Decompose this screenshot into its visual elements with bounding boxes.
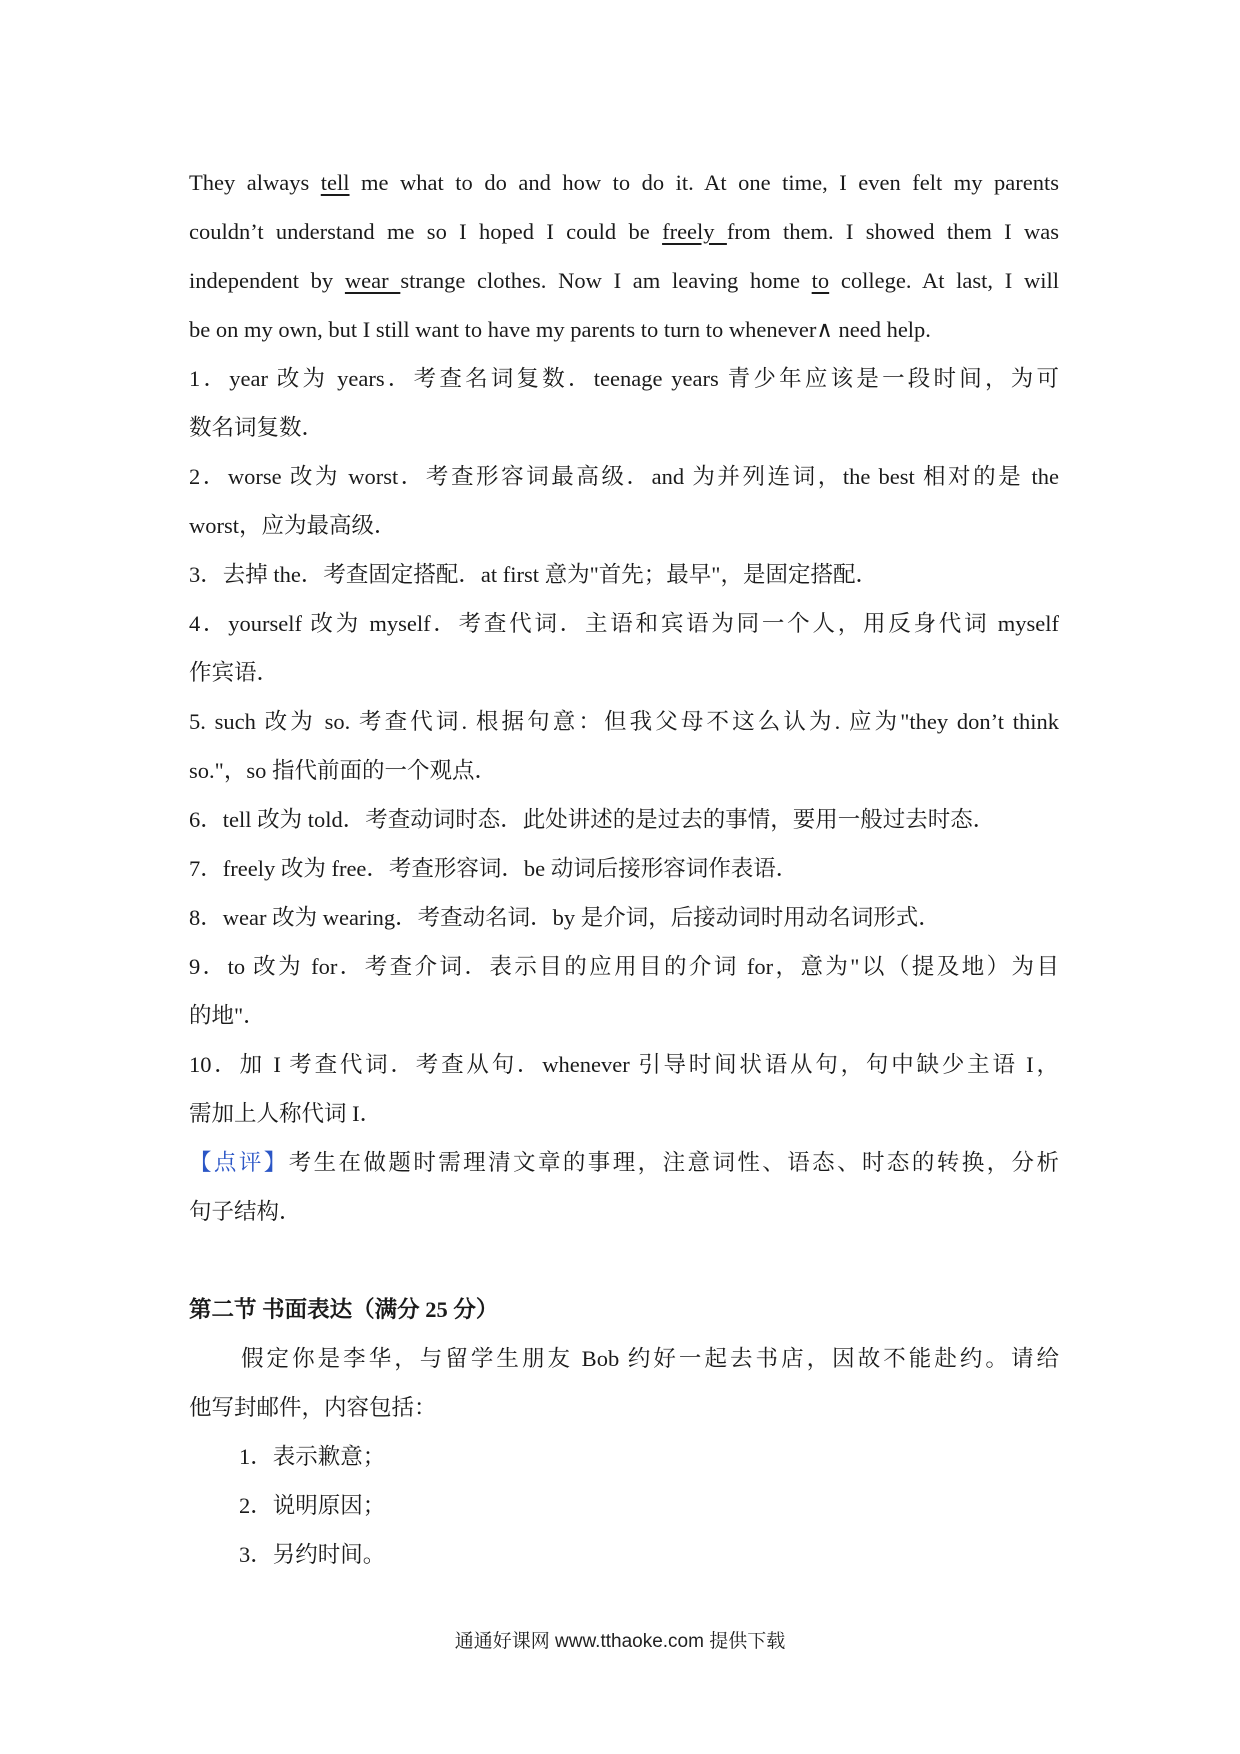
- answer-line: 需加上人称代词 I．: [189, 1101, 383, 1126]
- answer-line: 6．tell 改为 told．考查动词时态．此处讲述的是过去的事情，要用一般过去时态．: [189, 807, 996, 832]
- answer-line: 的地"．: [189, 1003, 266, 1028]
- answer-line: 9．to 改为 for．考查介词．表示目的应用目的介词 for，意为"以（提及地）为目: [189, 954, 1059, 979]
- answer-line: 1．year 改为 years．考查名词复数．teenage years 青少年应该是一段时间，为可: [189, 366, 1059, 391]
- error-word-to: to: [811, 268, 830, 293]
- answer-line: 5. such 改为 so. 考查代词. 根据句意：但我父母不这么认为. 应为"they don’t think: [189, 709, 1059, 734]
- document-body: [189, 158, 1059, 1579]
- passage-text: strange clothes. Now I am leaving home: [400, 268, 812, 293]
- list-item: 2．说明原因；: [239, 1493, 386, 1518]
- comment-line: [189, 1138, 1059, 1187]
- list-item: 3．另约时间。: [239, 1542, 386, 1567]
- passage-line: [189, 158, 1059, 207]
- comment-text: 考生在做题时需理清文章的事理，注意词性、语态、时态的转换，分析: [288, 1150, 1059, 1175]
- answer-line: 7．freely 改为 free．考查形容词．be 动词后接形容词作表语．: [189, 856, 799, 881]
- passage-line: be on my own, but I still want to have my parents to turn to whenever∧ need help.: [189, 317, 931, 342]
- passage-text: college. At last, I will: [829, 268, 1059, 293]
- spacer: [189, 1236, 1059, 1285]
- prompt-line: 他写封邮件，内容包括：: [189, 1395, 437, 1420]
- footer-watermark: 通通好课网 www.tthaoke.com 提供下载: [454, 1631, 786, 1652]
- answer-line: 作宾语．: [189, 660, 280, 685]
- passage-text: couldn’t understand me so I hoped I could be: [189, 219, 663, 244]
- answer-line: 2．worse 改为 worst．考查形容词最高级．and 为并列连词，the best 相对的是 the: [189, 464, 1059, 489]
- answer-line: 数名词复数．: [189, 415, 325, 440]
- list-item: 1．表示歉意；: [239, 1444, 386, 1469]
- error-word-tell: tell: [320, 170, 350, 195]
- passage-text: me what to do and how to do it. At one time, I even felt my parents: [349, 170, 1060, 195]
- section-heading: 第二节 书面表达（满分 25 分）: [189, 1297, 499, 1322]
- answer-line: 4．yourself 改为 myself．考查代词．主语和宾语为同一个人，用反身代词 myself: [189, 611, 1059, 636]
- answer-line: 8．wear 改为 wearing．考查动名词．by 是介词，后接动词时用动名词形式．: [189, 905, 941, 930]
- answer-line: 3．去掉 the．考查固定搭配．at first 意为"首先；最早"，是固定搭配．: [189, 562, 878, 587]
- passage-text: independent by: [189, 268, 345, 293]
- answer-line: 10．加 I 考查代词．考查从句．whenever 引导时间状语从句，句中缺少主语 I，: [189, 1052, 1059, 1077]
- comment-tag: 【点评】: [189, 1150, 289, 1175]
- answer-line: worst，应为最高级．: [189, 513, 397, 538]
- passage-line: [189, 256, 1059, 305]
- prompt-line: 假定你是李华，与留学生朋友 Bob 约好一起去书店，因故不能赴约。请给: [241, 1346, 1059, 1371]
- comment-line: 句子结构．: [189, 1199, 302, 1224]
- error-word-wear: wear: [344, 268, 401, 293]
- passage-line: [189, 207, 1059, 256]
- answer-line: so."，so 指代前面的一个观点．: [189, 758, 497, 783]
- passage-text: from them. I showed them I was: [726, 219, 1059, 244]
- passage-text: They always: [189, 170, 321, 195]
- error-word-freely: freely: [662, 219, 727, 244]
